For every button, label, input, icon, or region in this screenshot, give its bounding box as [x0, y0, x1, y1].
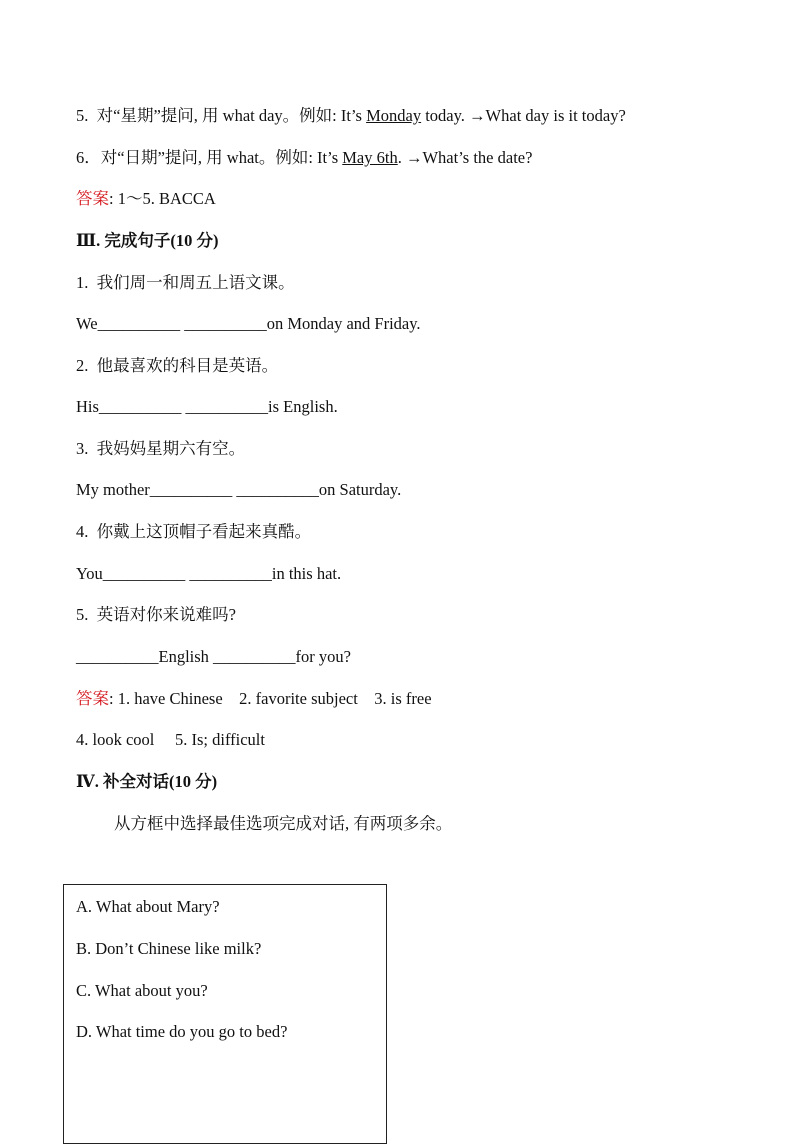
- option-c: C. What about you?: [76, 981, 208, 1000]
- question-cn-1: 1. 我们周一和周五上语文课。: [76, 273, 295, 292]
- option-a: A. What about Mary?: [76, 897, 220, 916]
- answer-line-section2: [76, 189, 216, 209]
- question-en-4: You__________ __________in this hat.: [76, 564, 342, 583]
- question-en-5: __________English __________for you?: [76, 647, 351, 666]
- question-en-2: His__________ __________is English.: [76, 397, 338, 416]
- answer-line-section3: [76, 689, 432, 709]
- options-box: [63, 884, 387, 1144]
- option-d: D. What time do you go to bed?: [76, 1022, 288, 1041]
- question-cn-2: 2. 他最喜欢的科目是英语。: [76, 356, 279, 375]
- section-4-instructions: 从方框中选择最佳选项完成对话, 有两项多余。: [114, 814, 453, 833]
- answer-label: 答案: [76, 189, 109, 208]
- answer-text: : 1. have Chinese 2. favorite subject 3. is free: [109, 689, 432, 708]
- question-cn-4: 4. 你戴上这顶帽子看起来真酷。: [76, 522, 312, 541]
- rule-5-example-word: Monday: [366, 106, 422, 125]
- rule-6-prefix: 6．对“日期”提问, 用 what。例如: It’s: [76, 148, 343, 167]
- question-cn-3: 3. 我妈妈星期六有空。: [76, 439, 246, 458]
- rule-5-prefix: 5. 对“星期”提问, 用 what day。例如: It’s: [76, 106, 367, 125]
- option-b: B. Don’t Chinese like milk?: [76, 939, 262, 958]
- rule-5-suffix: today. →What day is it today?: [421, 106, 626, 125]
- question-en-3: My mother__________ __________on Saturday.: [76, 480, 402, 499]
- section-4-title: Ⅳ. 补全对话(10 分): [76, 772, 218, 791]
- answer-text: : 1～5. BACCA: [109, 189, 216, 208]
- answer-line-section3-cont: 4. look cool 5. Is; difficult: [76, 730, 265, 749]
- rule-6-example-word: May 6th: [342, 148, 398, 167]
- section-3-title: Ⅲ. 完成句子(10 分): [76, 231, 219, 250]
- question-en-1: We__________ __________on Monday and Friday.: [76, 314, 421, 333]
- question-cn-5: 5. 英语对你来说难吗?: [76, 605, 236, 624]
- rule-line-6: [76, 148, 532, 168]
- rule-line-5: [76, 106, 626, 126]
- answer-label: 答案: [76, 689, 109, 708]
- rule-6-suffix: . →What’s the date?: [397, 148, 533, 167]
